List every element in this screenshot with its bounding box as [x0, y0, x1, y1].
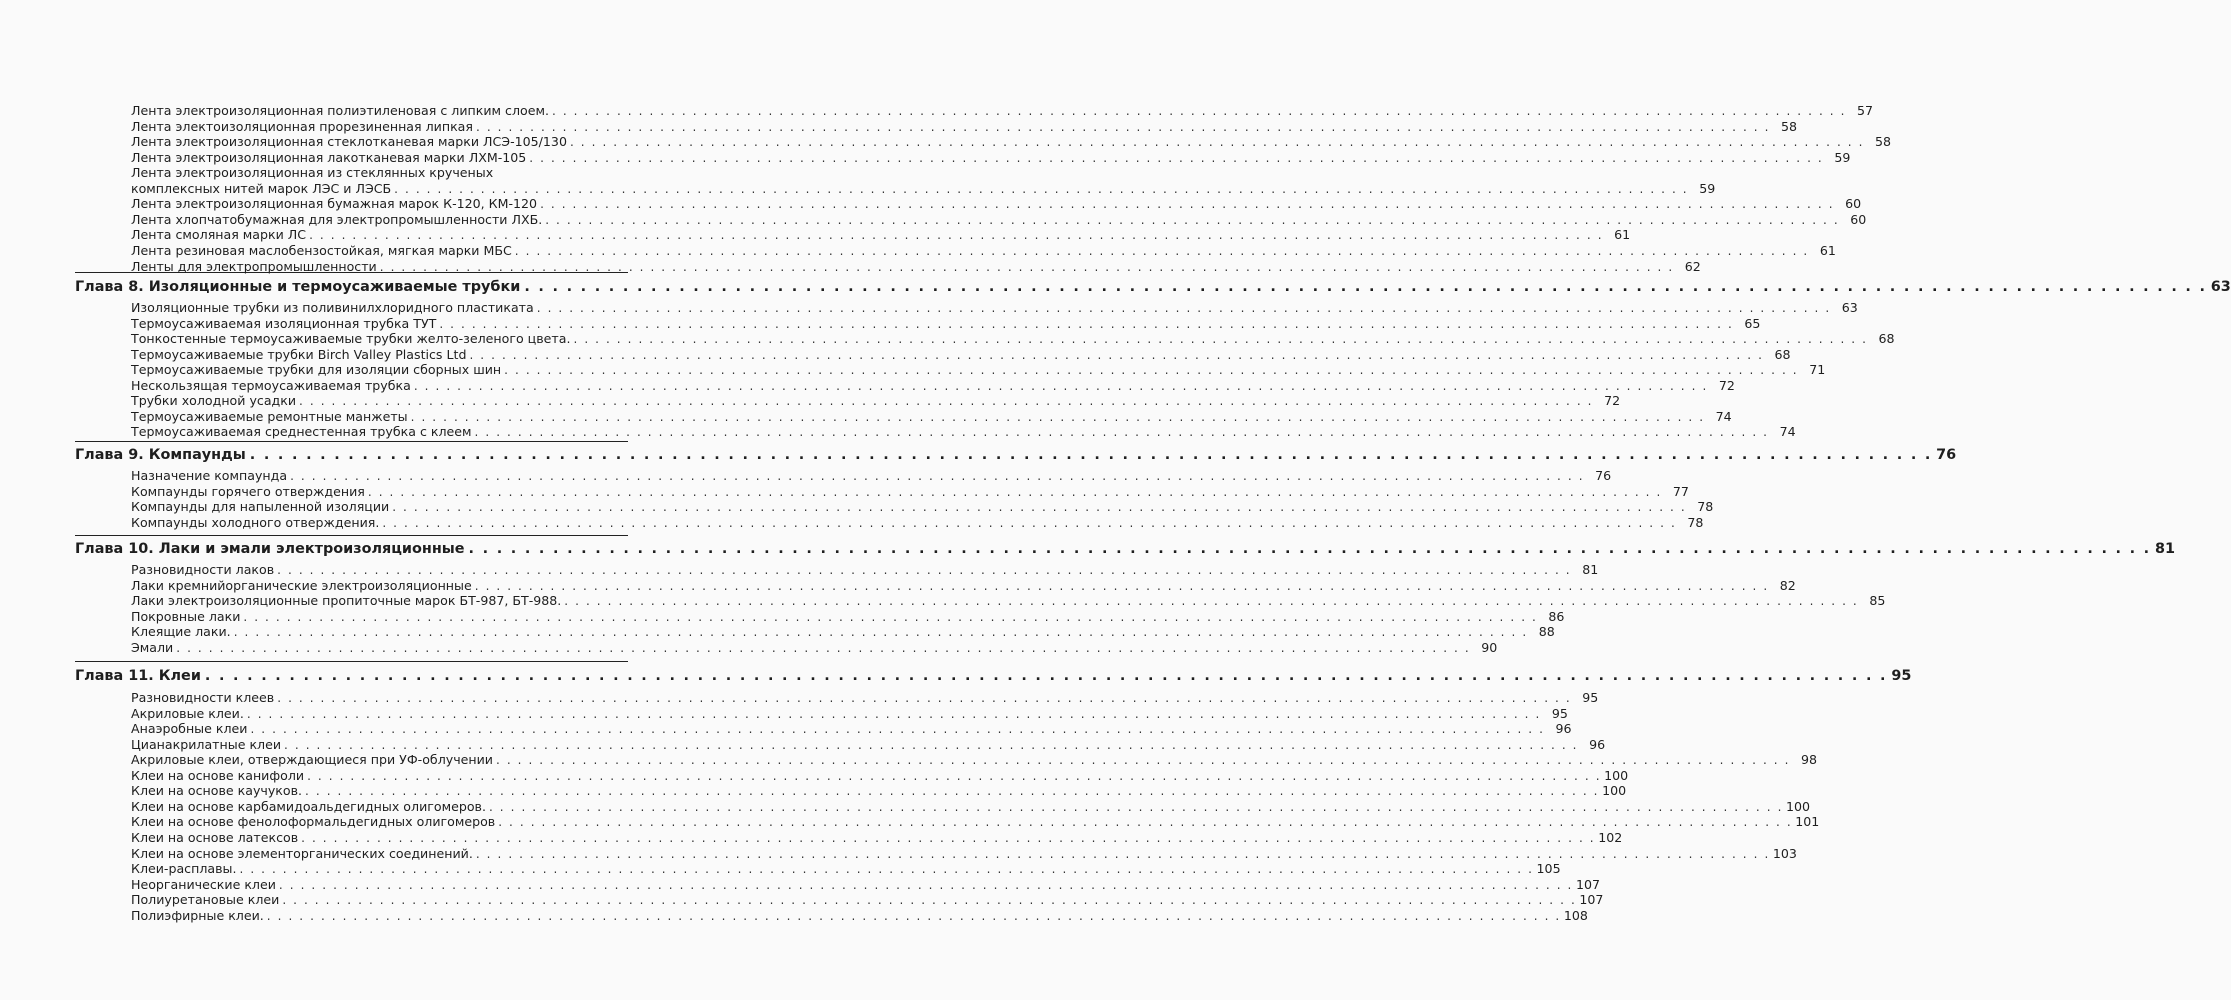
toc-entry[interactable]: [131, 196, 1862, 213]
dot-leader: . . . . . . . . . . . . . . . . . . . . . . . . . . . . . . . . . . . . . . . . . . . . . . . . . . . . . . . . . . . . . . . . . . . . . . . . . . . . . . . . . . . . . . . . . . . . . . . . . . . . . . . . . . . . . . . . . . . . . . . .: [551, 104, 1847, 118]
toc-entry[interactable]: [131, 907, 1588, 925]
toc-entry[interactable]: [131, 393, 1621, 410]
entry-page-number: 90: [1481, 639, 1498, 655]
entry-page-number: 100: [1786, 798, 1811, 814]
entry-page-number: 63: [1841, 300, 1858, 315]
entry-title: Лента хлопчатобумажная для электропромышленности ЛХБ.: [131, 211, 543, 227]
dot-leader: . . . . . . . . . . . . . . . . . . . . . . . . . . . . . . . . . . . . . . . . . . . . . . . . . . . . . . . . . . . . . . . . . . . . . . . . . . . . . . . . . . . . . . . . . . . . . . . . . . . . . . . . . . . . . . . . . . . . . . . .: [394, 181, 1689, 196]
entry-page-number: 78: [1687, 514, 1704, 530]
entry-title: Термоусаживаемые ремонтные манжеты: [131, 408, 408, 424]
entry-page-number: 96: [1589, 736, 1606, 752]
dot-leader: . . . . . . . . . . . . . . . . . . . . . . . . . . . . . . . . . . . . . . . . . . . . . . . . . . . . . . . . . . . . . . . . . . . . . . . . . . . . . . . . . . . . . . . . . . . . . . . . . . . . . . . . . . . . . . . . . . . . . . . .: [307, 768, 1602, 783]
dot-leader: . . . . . . . . . . . . . . . . . . . . . . . . . . . . . . . . . . . . . . . . . . . . . . . . . . . . . . . . . . . . . . . . . . . . . . . . . . . . . . . . . . . . . . . . . . . . . . . . . . . . . . . . . . . . . . . . . . . . . . . .: [504, 363, 1799, 378]
dot-leader: . . . . . . . . . . . . . . . . . . . . . . . . . . . . . . . . . . . . . . . . . . . . . . . . . . . . . . . . . . . . . . . . . . . . . . . . . . . . . . . . . . . . . . . . . . . . . . . . . . . . . . . . . . . . . . . . . . . . . . . .: [545, 212, 1840, 227]
entry-title: Компаунды холодного отверждения.: [131, 514, 380, 530]
dot-leader: . . . . . . . . . . . . . . . . . . . . . . . . . . . . . . . . . . . . . . . . . . . . . . . . . . . . . . . . . . . . . . . . . . . . . . . . . . . . . . . . . . . . . . . . . . . . . . . . . . . . . . . . . . . . . . . . . . . . . . . .: [266, 908, 1561, 923]
dot-leader: . . . . . . . . . . . . . . . . . . . . . . . . . . . . . . . . . . . . . . . . . . . . . . . . . . . . . . . . . . . . . . . . . . . . . . . . . . . . . . . . . . . . . . . . . . . . . . . . . . . . . . . . . . . . . . . . . . . . . . . .: [474, 425, 1769, 440]
dot-leader: . . . . . . . . . . . . . . . . . . . . . . . . . . . . . . . . . . . . . . . . . . . . . . . . . . . . . . . . . . . . . . . . . . . . . . . . . . . . . . . . . . . . . . . . . . . . . . . . . . . . . . . . . . . . . . . . . . . . . . . .: [282, 893, 1577, 908]
entry-title: Лента электроизоляционная бумажная марок К-120, КМ-120: [131, 196, 538, 212]
toc-entry[interactable]: [131, 468, 1612, 485]
entry-page-number: 59: [1699, 180, 1716, 196]
toc-entry[interactable]: [131, 134, 1892, 151]
dot-leader: . . . . . . . . . . . . . . . . . . . . . . . . . . . . . . . . . . . . . . . . . . . . . . . . . . . . . . . . . . . . . . . . . . . . . . . . . . . . . . . . . . . . . . . . . . . . . . . . . . . . . . . . . . . . . . . . . . . . . . . .: [495, 753, 1791, 768]
dot-leader: . . . . . . . . . . . . . . . . . . . . . . . . . . . . . . . . . . . . . . . . . . . . . . . . . . . . . . . . . . . . . . . . . . . . . . . . . . . . . . . . . . . . . . . . . . . . . . . . . . . . . . . . . . . . . . . . . . . . . . . .: [410, 409, 1705, 424]
chapter-title: Глава 8. Изоляционные и термоусаживаемые трубки: [75, 279, 521, 295]
toc-entry[interactable]: [131, 483, 1689, 501]
dot-leader: . . . . . . . . . . . . . . . . . . . . . . . . . . . . . . . . . . . . . . . . . . . . . . . . . . . . . . . . . . . . . . . . . . . . . . . . . . . . . . . . . . . . . . . . . . . . . . . . . . . . . . . . . . . . . . . . . . . . . . . .: [299, 394, 1594, 409]
dot-leader: . . . . . . . . . . . . . . . . . . . . . . . . . . . . . . . . . . . . . . . . . . . . . . . . . . . . . . . . . . . . . . . . . . . . . . . . . . . . . . . . . . . . . . . . . . . . . . . . . . . . . . . . . . . . . . . . . . . . . . . .: [243, 609, 1538, 624]
entry-title: Клеи на основе фенолоформальдегидных олигомеров: [131, 814, 496, 830]
toc-entry[interactable]: [131, 814, 1820, 831]
entry-page-number: 86: [1548, 608, 1565, 624]
chapter-page-number: 81: [2154, 541, 2175, 557]
chapter-page-number: 95: [1891, 668, 1912, 684]
entry-page-number: 100: [1604, 767, 1629, 783]
entry-page-number: 96: [1555, 721, 1572, 737]
dot-leader: . . . . . . . . . . . . . . . . . . . . . . . . . . . . . . . . . . . . . . . . . . . . . . . . . . . . . . . . . . . . . . . . . . . . . . . . . . . . . . . . . . . . . . . . . . . . . . . . . . . . . . . . . . . . . . . . . . . . . . . .: [569, 135, 1865, 150]
dot-leader: . . . . . . . . . . . . . . . . . . . . . . . . . . . . . . . . . . . . . . . . . . . . . . . . . . . . . . . . . . . . . . . . . . . . . . . . . . . . . . . . . . . . . . . . . . . . . . . . . . . . . . . . . . . . . . . . . . . . . . . .: [176, 640, 1471, 655]
entry-page-number: 100: [1602, 783, 1627, 799]
entry-page-number: 88: [1538, 624, 1555, 640]
dot-leader: . . . . . . . . . . . . . . . . . . . . . . . . . . . . . . . . . . . . . . . . . . . . . . . . . . . . . . . . . . . . . . . . . . . . . . . . . . . . . . . . . . . . . . . . . . . . . . . . . . . . . . . . . . . . . . . . . . . . . . . .: [514, 243, 1809, 258]
dot-leader: . . . . . . . . . . . . . . . . . . . . . . . . . . . . . . . . . . . . . . . . . . . . . . . . . . . . . . . . . . . . . . . . . . . . . . . . . . . . . . . . . . . . . . . . . . . . . . . . . . . . . . . . . . . . . . . . . . . . . . . .: [536, 301, 1831, 315]
chapter-page-number: 63: [2210, 279, 2231, 295]
dot-leader: . . . . . . . . . . . . . . . . . . . . . . . . . . . . . . . . . . . . . . . . . . . . . . . . . . . . . . . . . . . . . . . . . . . . . . . . . . . . . . . . . . . . . . . . . . . . . . . . . . . . . . . . . . . . . . . . . . . . . . . .: [488, 799, 1784, 814]
entry-title: Полиэфирные клеи.: [131, 907, 264, 923]
entry-title: Клеи на основе карбамидоальдегидных олигомеров.: [131, 798, 486, 814]
dot-leader: . . . . . . . . . . . . . . . . . . . . . . . . . . . . . . . . . . . . . . . . . . . . . . . . . . . . . . . . . . . . . . . . . . . . . . . . . . . . . . . . . . . . . . . . . . . . . . . . . . . . . . . . . . . . . . . . . . . . . . . .: [468, 541, 2151, 557]
toc-entry[interactable]: [131, 315, 1761, 333]
dot-leader: . . . . . . . . . . . . . . . . . . . . . . . . . . . . . . . . . . . . . . . . . . . . . . . . . . . . . . . . . . . . . . . . . . . . . . . . . . . . . . . . . . . . . . . . . . . . . . . . . . . . . . . . . . . . . . . . . . . . . . . .: [439, 316, 1734, 331]
dot-leader: . . . . . . . . . . . . . . . . . . . . . . . . . . . . . . . . . . . . . . . . . . . . . . . . . . . . . . . . . . . . . . . . . . . . . . . . . . . . . . . . . . . . . . . . . . . . . . . . . . . . . . . . . . . . . . . . . . . . . . . .: [284, 737, 1579, 752]
entry-page-number: 102: [1598, 829, 1623, 845]
dot-leader: . . . . . . . . . . . . . . . . . . . . . . . . . . . . . . . . . . . . . . . . . . . . . . . . . . . . . . . . . . . . . . . . . . . . . . . . . . . . . . . . . . . . . . . . . . . . . . . . . . . . . . . . . . . . . . . . . . . . . . . .: [204, 668, 1888, 684]
chapter-title: Глава 11. Клеи: [75, 668, 201, 684]
entry-page-number: 81: [1582, 562, 1599, 577]
entry-title-line1: Лента электроизоляционная из стеклянных крученых: [131, 165, 494, 181]
entry-page-number: 98: [1801, 752, 1818, 768]
dot-leader: . . . . . . . . . . . . . . . . . . . . . . . . . . . . . . . . . . . . . . . . . . . . . . . . . . . . . . . . . . . . . . . . . . . . . . . . . . . . . . . . . . . . . . . . . . . . . . . . . . . . . . . . . . . . . . . . . . . . . . . .: [540, 197, 1835, 212]
entry-title: Лента электроизоляционная лакотканевая марки ЛХМ-105: [131, 149, 527, 165]
entry-title: Термоусаживаемая среднестенная трубка с клеем: [131, 424, 472, 440]
dot-leader: . . . . . . . . . . . . . . . . . . . . . . . . . . . . . . . . . . . . . . . . . . . . . . . . . . . . . . . . . . . . . . . . . . . . . . . . . . . . . . . . . . . . . . . . . . . . . . . . . . . . . . . . . . . . . . . . . . . . . . . .: [564, 594, 1859, 609]
entry-page-number: 103: [1772, 845, 1797, 861]
entry-title: Разновидности лаков: [131, 562, 275, 577]
toc-entry[interactable]: [131, 562, 1599, 579]
entry-page-number: 101: [1795, 814, 1820, 830]
entry-title: Лента электроизоляционная полиэтиленовая с липким слоем.: [131, 103, 549, 118]
dot-leader: . . . . . . . . . . . . . . . . . . . . . . . . . . . . . . . . . . . . . . . . . . . . . . . . . . . . . . . . . . . . . . . . . . . . . . . . . . . . . . . . . . . . . . . . . . . . . . . . . . . . . . . . . . . . . . . . . . . . . . . .: [469, 347, 1764, 362]
entry-title: Лента электроизоляционная стеклотканевая марки ЛСЭ-105/130: [131, 134, 567, 150]
toc-entry[interactable]: [131, 346, 1791, 364]
toc-entry[interactable]: [131, 377, 1735, 395]
entry-title: Клеи-расплавы.: [131, 861, 237, 877]
toc-entry[interactable]: [131, 242, 1836, 260]
entry-page-number: 82: [1779, 577, 1796, 593]
entry-title: Покровные лаки: [131, 608, 241, 624]
toc-entry[interactable]: [131, 514, 1704, 532]
toc-entry[interactable]: [131, 690, 1599, 707]
dot-leader: . . . . . . . . . . . . . . . . . . . . . . . . . . . . . . . . . . . . . . . . . . . . . . . . . . . . . . . . . . . . . . . . . . . . . . . . . . . . . . . . . . . . . . . . . . . . . . . . . . . . . . . . . . . . . . . . . . . . . . . .: [498, 815, 1793, 830]
entry-title: Назначение компаунда: [131, 468, 288, 483]
dot-leader: . . . . . . . . . . . . . . . . . . . . . . . . . . . . . . . . . . . . . . . . . . . . . . . . . . . . . . . . . . . . . . . . . . . . . . . . . . . . . . . . . . . . . . . . . . . . . . . . . . . . . . . . . . . . . . . . . . . . . . . .: [573, 332, 1868, 347]
entry-title: Клеи на основе латексов: [131, 829, 299, 845]
entry-title: комплексных нитей марок ЛЭС и ЛЭСБ: [131, 180, 392, 196]
entry-title: Лента электоизоляционная прорезиненная липкая: [131, 118, 473, 134]
toc-entry[interactable]: [131, 783, 1627, 800]
chapter-heading[interactable]: [75, 667, 1912, 686]
dot-leader: . . . . . . . . . . . . . . . . . . . . . . . . . . . . . . . . . . . . . . . . . . . . . . . . . . . . . . . . . . . . . . . . . . . . . . . . . . . . . . . . . . . . . . . . . . . . . . . . . . . . . . . . . . . . . . . . . . . . . . . .: [524, 279, 2207, 295]
dot-leader: . . . . . . . . . . . . . . . . . . . . . . . . . . . . . . . . . . . . . . . . . . . . . . . . . . . . . . . . . . . . . . . . . . . . . . . . . . . . . . . . . . . . . . . . . . . . . . . . . . . . . . . . . . . . . . . . . . . . . . . .: [309, 228, 1604, 243]
entry-title: Тонкостенные термоусаживаемые трубки желто-зеленого цвета.: [131, 331, 571, 347]
dot-leader: . . . . . . . . . . . . . . . . . . . . . . . . . . . . . . . . . . . . . . . . . . . . . . . . . . . . . . . . . . . . . . . . . . . . . . . . . . . . . . . . . . . . . . . . . . . . . . . . . . . . . . . . . . . . . . . . . . . . . . . .: [529, 150, 1824, 165]
entry-title: Компаунды горячего отверждения: [131, 483, 365, 499]
toc-entry[interactable]: [131, 721, 1572, 738]
toc-entry[interactable]: [131, 736, 1606, 754]
entry-title: Акриловые клеи.: [131, 705, 244, 721]
toc-entry[interactable]: [131, 752, 1818, 769]
toc-entry[interactable]: [131, 149, 1851, 167]
entry-page-number: 105: [1536, 861, 1561, 877]
toc-entry[interactable]: [131, 639, 1498, 657]
toc-entry[interactable]: [131, 876, 1601, 894]
entry-page-number: 68: [1774, 346, 1791, 362]
entry-title: Ленты для электропромышленности: [131, 258, 377, 274]
dot-leader: . . . . . . . . . . . . . . . . . . . . . . . . . . . . . . . . . . . . . . . . . . . . . . . . . . . . . . . . . . . . . . . . . . . . . . . . . . . . . . . . . . . . . . . . . . . . . . . . . . . . . . . . . . . . . . . . . . . . . . . .: [301, 830, 1596, 845]
dot-leader: . . . . . . . . . . . . . . . . . . . . . . . . . . . . . . . . . . . . . . . . . . . . . . . . . . . . . . . . . . . . . . . . . . . . . . . . . . . . . . . . . . . . . . . . . . . . . . . . . . . . . . . . . . . . . . . . . . . . . . . .: [379, 259, 1674, 274]
dot-leader: . . . . . . . . . . . . . . . . . . . . . . . . . . . . . . . . . . . . . . . . . . . . . . . . . . . . . . . . . . . . . . . . . . . . . . . . . . . . . . . . . . . . . . . . . . . . . . . . . . . . . . . . . . . . . . . . . . . . . . . .: [290, 469, 1585, 483]
entry-page-number: 57: [1857, 103, 1874, 118]
entry-page-number: 76: [1595, 468, 1612, 483]
chapter-page-number: 76: [1936, 447, 1957, 463]
chapter-separator: [75, 441, 628, 442]
toc-entry[interactable]: [131, 211, 1867, 229]
entry-page-number: 61: [1614, 227, 1631, 243]
dot-leader: . . . . . . . . . . . . . . . . . . . . . . . . . . . . . . . . . . . . . . . . . . . . . . . . . . . . . . . . . . . . . . . . . . . . . . . . . . . . . . . . . . . . . . . . . . . . . . . . . . . . . . . . . . . . . . . . . . . . . . . .: [239, 862, 1534, 877]
dot-leader: . . . . . . . . . . . . . . . . . . . . . . . . . . . . . . . . . . . . . . . . . . . . . . . . . . . . . . . . . . . . . . . . . . . . . . . . . . . . . . . . . . . . . . . . . . . . . . . . . . . . . . . . . . . . . . . . . . . . . . . .: [249, 447, 1933, 463]
toc-entry[interactable]: [131, 624, 1555, 641]
dot-leader: . . . . . . . . . . . . . . . . . . . . . . . . . . . . . . . . . . . . . . . . . . . . . . . . . . . . . . . . . . . . . . . . . . . . . . . . . . . . . . . . . . . . . . . . . . . . . . . . . . . . . . . . . . . . . . . . . . . . . . . .: [382, 515, 1677, 530]
entry-page-number: 58: [1875, 134, 1892, 150]
toc-entry[interactable]: [131, 593, 1886, 610]
toc-entry[interactable]: [131, 577, 1796, 595]
chapter-separator: [75, 272, 628, 273]
toc-entry[interactable]: [131, 861, 1561, 878]
toc-entry[interactable]: [131, 118, 1798, 136]
entry-page-number: 95: [1551, 705, 1568, 721]
toc-entry[interactable]: [131, 767, 1629, 785]
chapter-separator: [75, 535, 628, 536]
entry-page-number: 107: [1575, 876, 1601, 892]
toc-entry[interactable]: [131, 165, 1716, 196]
chapter-heading[interactable]: [75, 540, 2175, 559]
entry-page-number: 78: [1697, 499, 1714, 515]
entry-title: Лента резиновая маслобензостойкая, мягкая марки МБС: [131, 242, 512, 258]
entry-title: Изоляционные трубки из поливинилхлоридного пластиката: [131, 300, 534, 315]
entry-page-number: 61: [1819, 242, 1836, 258]
entry-page-number: 62: [1684, 258, 1701, 274]
entry-page-number: 85: [1869, 593, 1886, 609]
chapter-title: Глава 10. Лаки и эмали электроизоляционные: [75, 541, 465, 557]
entry-title: Клеи на основе канифоли: [131, 767, 305, 783]
entry-title: Разновидности клеев: [131, 690, 275, 705]
entry-title: Лента смоляная марки ЛС: [131, 227, 307, 243]
entry-page-number: 71: [1809, 362, 1826, 378]
dot-leader: . . . . . . . . . . . . . . . . . . . . . . . . . . . . . . . . . . . . . . . . . . . . . . . . . . . . . . . . . . . . . . . . . . . . . . . . . . . . . . . . . . . . . . . . . . . . . . . . . . . . . . . . . . . . . . . . . . . . . . . .: [233, 625, 1528, 640]
dot-leader: . . . . . . . . . . . . . . . . . . . . . . . . . . . . . . . . . . . . . . . . . . . . . . . . . . . . . . . . . . . . . . . . . . . . . . . . . . . . . . . . . . . . . . . . . . . . . . . . . . . . . . . . . . . . . . . . . . . . . . . .: [278, 877, 1573, 892]
entry-title: Трубки холодной усадки: [131, 393, 297, 409]
toc-entry[interactable]: [131, 362, 1826, 379]
chapter-separator: [75, 661, 628, 662]
toc-entry[interactable]: [131, 798, 1811, 816]
entry-page-number: 107: [1579, 892, 1604, 908]
toc-entry[interactable]: [131, 892, 1604, 909]
entry-title: Полиуретановые клеи: [131, 892, 280, 908]
dot-leader: . . . . . . . . . . . . . . . . . . . . . . . . . . . . . . . . . . . . . . . . . . . . . . . . . . . . . . . . . . . . . . . . . . . . . . . . . . . . . . . . . . . . . . . . . . . . . . . . . . . . . . . . . . . . . . . . . . . . . . . .: [475, 846, 1770, 861]
dot-leader: . . . . . . . . . . . . . . . . . . . . . . . . . . . . . . . . . . . . . . . . . . . . . . . . . . . . . . . . . . . . . . . . . . . . . . . . . . . . . . . . . . . . . . . . . . . . . . . . . . . . . . . . . . . . . . . . . . . . . . . .: [246, 706, 1541, 721]
toc-entry[interactable]: [131, 608, 1565, 626]
entry-page-number: 95: [1582, 690, 1599, 705]
toc-entry[interactable]: [131, 499, 1714, 516]
entry-title: Клеи на основе каучуков.: [131, 783, 303, 799]
entry-page-number: 108: [1563, 907, 1588, 923]
chapter-heading[interactable]: [75, 446, 1957, 465]
entry-title: Нескользящая термоусаживаемая трубка: [131, 377, 411, 393]
entry-page-number: 59: [1834, 149, 1851, 165]
entry-title: Клеящие лаки.: [131, 624, 231, 640]
chapter-title: Глава 9. Компаунды: [75, 447, 246, 463]
dot-leader: . . . . . . . . . . . . . . . . . . . . . . . . . . . . . . . . . . . . . . . . . . . . . . . . . . . . . . . . . . . . . . . . . . . . . . . . . . . . . . . . . . . . . . . . . . . . . . . . . . . . . . . . . . . . . . . . . . . . . . . .: [277, 563, 1572, 577]
entry-page-number: 77: [1672, 483, 1689, 499]
entry-title: Компаунды для напыленной изоляции: [131, 499, 390, 515]
entry-page-number: 72: [1604, 393, 1621, 409]
toc-entry[interactable]: [131, 331, 1895, 348]
entry-page-number: 60: [1850, 211, 1867, 227]
entry-page-number: 74: [1779, 424, 1796, 440]
toc-entry[interactable]: [131, 227, 1631, 244]
entry-title: Термоусаживаемые трубки Birch Valley Plastics Ltd: [131, 346, 467, 362]
entry-page-number: 72: [1718, 377, 1735, 393]
entry-page-number: 58: [1781, 118, 1798, 134]
toc-entry[interactable]: [131, 300, 1858, 317]
toc-entry[interactable]: [131, 408, 1732, 426]
dot-leader: . . . . . . . . . . . . . . . . . . . . . . . . . . . . . . . . . . . . . . . . . . . . . . . . . . . . . . . . . . . . . . . . . . . . . . . . . . . . . . . . . . . . . . . . . . . . . . . . . . . . . . . . . . . . . . . . . . . . . . . .: [250, 722, 1545, 737]
dot-leader: . . . . . . . . . . . . . . . . . . . . . . . . . . . . . . . . . . . . . . . . . . . . . . . . . . . . . . . . . . . . . . . . . . . . . . . . . . . . . . . . . . . . . . . . . . . . . . . . . . . . . . . . . . . . . . . . . . . . . . . .: [413, 378, 1708, 393]
entry-page-number: 65: [1744, 315, 1761, 331]
entry-page-number: 74: [1715, 408, 1732, 424]
chapter-heading[interactable]: [75, 278, 2231, 297]
entry-title: Анаэробные клеи: [131, 721, 248, 737]
entry-title: Цианакрилатные клеи: [131, 736, 282, 752]
entry-page-number: 68: [1878, 331, 1895, 347]
dot-leader: . . . . . . . . . . . . . . . . . . . . . . . . . . . . . . . . . . . . . . . . . . . . . . . . . . . . . . . . . . . . . . . . . . . . . . . . . . . . . . . . . . . . . . . . . . . . . . . . . . . . . . . . . . . . . . . . . . . . . . . .: [475, 119, 1771, 134]
dot-leader: . . . . . . . . . . . . . . . . . . . . . . . . . . . . . . . . . . . . . . . . . . . . . . . . . . . . . . . . . . . . . . . . . . . . . . . . . . . . . . . . . . . . . . . . . . . . . . . . . . . . . . . . . . . . . . . . . . . . . . . .: [305, 784, 1600, 799]
entry-title: Эмали: [131, 639, 174, 655]
dot-leader: . . . . . . . . . . . . . . . . . . . . . . . . . . . . . . . . . . . . . . . . . . . . . . . . . . . . . . . . . . . . . . . . . . . . . . . . . . . . . . . . . . . . . . . . . . . . . . . . . . . . . . . . . . . . . . . . . . . . . . . .: [277, 691, 1572, 705]
dot-leader: . . . . . . . . . . . . . . . . . . . . . . . . . . . . . . . . . . . . . . . . . . . . . . . . . . . . . . . . . . . . . . . . . . . . . . . . . . . . . . . . . . . . . . . . . . . . . . . . . . . . . . . . . . . . . . . . . . . . . . . .: [474, 578, 1769, 593]
dot-leader: . . . . . . . . . . . . . . . . . . . . . . . . . . . . . . . . . . . . . . . . . . . . . . . . . . . . . . . . . . . . . . . . . . . . . . . . . . . . . . . . . . . . . . . . . . . . . . . . . . . . . . . . . . . . . . . . . . . . . . . .: [392, 500, 1687, 515]
entry-title: Лаки электроизоляционные пропиточные марок БТ-987, БТ-988.: [131, 593, 562, 609]
entry-title: Неорганические клеи: [131, 876, 276, 892]
entry-page-number: 60: [1845, 196, 1862, 212]
entry-title: Термоусаживаемые трубки для изоляции сборных шин: [131, 362, 502, 378]
entry-title: Акриловые клеи, отверждающиеся при УФ-облучении: [131, 752, 493, 768]
toc-entry[interactable]: [131, 845, 1797, 863]
toc-entry[interactable]: [131, 103, 1874, 120]
entry-title: Термоусаживаемая изоляционная трубка ТУТ: [131, 315, 437, 331]
toc-entry[interactable]: [131, 424, 1796, 441]
toc-entry[interactable]: [131, 705, 1568, 723]
entry-title: Лаки кремнийорганические электроизоляционные: [131, 577, 472, 593]
entry-title: Клеи на основе элементорганических соединений.: [131, 845, 473, 861]
toc-entry[interactable]: [131, 829, 1623, 847]
dot-leader: . . . . . . . . . . . . . . . . . . . . . . . . . . . . . . . . . . . . . . . . . . . . . . . . . . . . . . . . . . . . . . . . . . . . . . . . . . . . . . . . . . . . . . . . . . . . . . . . . . . . . . . . . . . . . . . . . . . . . . . .: [367, 484, 1662, 499]
